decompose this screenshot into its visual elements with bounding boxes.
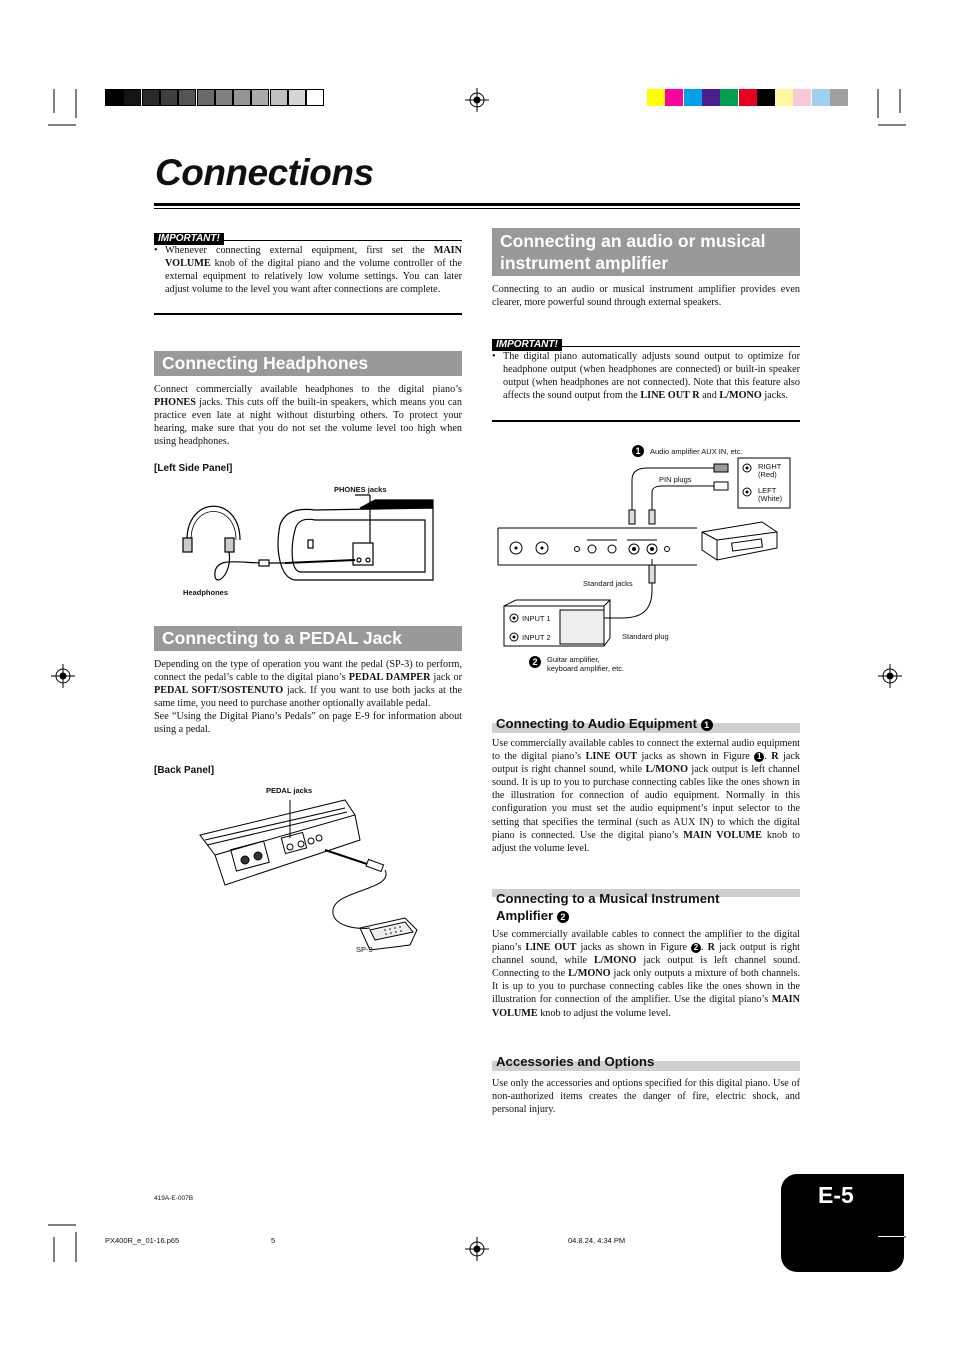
gray-swatch — [233, 89, 251, 106]
color-swatch — [702, 89, 720, 106]
gray-swatch — [105, 89, 123, 106]
footer-date: 04.8.24, 4:34 PM — [568, 1236, 626, 1245]
figure-number-2: 2 — [529, 656, 541, 668]
footer-page: 5 — [271, 1236, 276, 1245]
amplifier-intro: Connecting to an audio or musical instrument amplifier provides even clearer, more powerful sound through external speakers. — [492, 284, 800, 309]
piano-side-body — [278, 508, 433, 580]
phones-jacks-label: PHONES jacks — [334, 485, 387, 494]
gray-swatch — [306, 89, 324, 106]
important-box-2-rule — [492, 420, 800, 422]
registration-mark-left — [51, 664, 75, 688]
gray-swatch — [178, 89, 196, 106]
pedal-illustration — [195, 780, 435, 950]
musical-instrument-text: Use commercially available cables to connect the amplifier to the digital piano’s LINE OUT jacks as shown in Figure 2 . R jack output is right channel sound, while L/MONO jack output is left channel sound. Connecting to the L/MONO jack only outputs a mixture of both channels. It is up to you to purchase connecting cables like the ones shown in the illustration for connection of the amplifier. Use the digital piano’s MAIN VOLUME knob to adjust the volume level. — [492, 929, 801, 1019]
bullet-2: • — [492, 351, 496, 362]
pin-plug-white — [714, 482, 728, 490]
audio-amplifier — [702, 522, 777, 560]
pedal-jacks-label: PEDAL jacks — [266, 786, 313, 795]
important-text-2: The digital piano automatically adjusts sound output to optimize for headphone output (when headphones are connected) or built-in speaker output (when headphones are not connected). Note that this feature also affects the sound output from the LINE OUT R and L/MONO jacks. — [503, 351, 800, 402]
gray-swatch — [142, 89, 160, 106]
cable-2 — [598, 559, 652, 618]
figure-number-1: 1 — [632, 445, 644, 457]
label-input-2: INPUT 2 — [522, 633, 551, 642]
important-box-1-rule — [154, 313, 462, 315]
color-swatch — [830, 89, 848, 106]
headphone-cup-left — [183, 538, 192, 552]
color-swatch — [793, 89, 811, 106]
headphone-cable — [215, 552, 260, 580]
registration-mark-bottom — [465, 1237, 489, 1261]
label-guitar-1: Guitar amplifier, — [547, 655, 600, 664]
gray-swatch — [197, 89, 215, 106]
back-panel-label: [Back Panel] — [154, 765, 215, 776]
important-box-2 — [492, 334, 800, 402]
color-swatch — [684, 89, 702, 106]
registration-mark-top — [465, 88, 489, 112]
headphones-illustration — [175, 480, 445, 605]
label-aux: Audio amplifier AUX IN, etc. — [650, 447, 743, 456]
label-left: LEFT — [758, 486, 777, 495]
phones-jacks-box — [353, 543, 373, 565]
important-tag-2: IMPORTANT! — [492, 339, 562, 351]
heading-audio-equipment: Connecting to Audio Equipment 1 — [492, 715, 800, 733]
color-swatch — [757, 89, 775, 106]
pedal-text: Depending on the type of operation you want the pedal (SP-3) to perform, connect the pedal’s cable to the digital piano’s PEDAL DAMPER jack or PEDAL SOFT/SOSTENUTO jack. If you want to use both jacks at the same time, you need to purchase another optionally available pedal. See “Using the Digital Piano’s Pedals” on page E-9 for information about using a pedal. — [154, 659, 463, 736]
pedal-cable — [333, 870, 386, 928]
important-box-1 — [154, 228, 462, 296]
page-number: E-5 — [818, 1182, 854, 1208]
label-red: (Red) — [758, 470, 777, 479]
heading-accessories: Accessories and Options — [492, 1053, 800, 1071]
gray-swatch — [288, 89, 306, 106]
section-heading-amplifier: Connecting an audio or musical instrument amplifier — [492, 228, 800, 276]
sp3-label: SP-3 — [356, 945, 373, 954]
heading-musical-instrument: Connecting to a Musical Instrument Amplifier 2 — [492, 889, 800, 924]
color-swatch — [812, 89, 830, 106]
gray-swatch — [270, 89, 288, 106]
label-right: RIGHT — [758, 462, 782, 471]
doc-code: 419A-E-007B — [154, 1195, 194, 1202]
headphones-label: Headphones — [183, 588, 229, 597]
phone-plug — [259, 560, 269, 566]
label-white: (White) — [758, 494, 783, 503]
label-standard-jacks: Standard jacks — [583, 579, 633, 588]
pedal-plug — [366, 859, 383, 871]
bullet: • — [154, 245, 158, 256]
important-text: Whenever connecting external equipment, first set the MAIN VOLUME knob of the digital piano and the volume controller of the external equipment to relatively low volume settings. You can later adjust volume to the level you want after connections are complete. — [165, 245, 462, 296]
color-swatch — [739, 89, 757, 106]
label-guitar-2: keyboard amplifier, etc. — [547, 664, 625, 673]
color-swatch — [665, 89, 683, 106]
gray-swatch — [251, 89, 269, 106]
pin-plug-red — [714, 464, 728, 472]
accessories-text: Use only the accessories and options specified for this digital piano. Use of non-authorized items creates the danger of fire, electric shock, and personal injury. — [492, 1078, 800, 1116]
title-rule-thin — [154, 208, 800, 209]
label-pin-plugs: PIN plugs — [659, 475, 692, 484]
headphones-text: Connect commercially available headphones to the digital piano’s PHONES jacks. This cuts off the built-in speakers, which means you can practice even late at night without disturbing others. To protect your hearing, make sure that you do not set the volume level too high when using headphones. — [154, 384, 462, 448]
color-swatch — [647, 89, 665, 106]
color-swatch — [775, 89, 793, 106]
gray-swatch — [215, 89, 233, 106]
figure-ref-1: 1 — [701, 719, 713, 731]
section-heading-headphones: Connecting Headphones — [154, 351, 462, 376]
label-input-1: INPUT 1 — [522, 614, 551, 623]
headphone-cup-right — [225, 538, 234, 552]
title-rule-thick — [154, 203, 800, 206]
page-title: Connections — [155, 152, 374, 193]
gray-swatch — [123, 89, 141, 106]
label-standard-plug: Standard plug — [622, 632, 669, 641]
footer-file: PX400R_e_01-16.p65 — [105, 1236, 180, 1245]
figure-ref-2: 2 — [557, 911, 569, 923]
page-number-tab — [781, 1174, 904, 1272]
audio-equipment-text: Use commercially available cables to connect the external audio equipment to the digital piano’s LINE OUT jacks as shown in Figure 1 . R jack output is right channel sound, while L/MONO jack output is left channel sound. It is up to you to purchase connecting cables like the ones shown in the illustration for connection of audio equipment. Normally in this configuration you must set the audio equipment’s input selector to the setting that specifies the terminal (such as AUX IN) to which the digital piano is connected. Use the digital piano’s MAIN VOLUME knob to adjust the volume level. — [492, 738, 801, 854]
piano-back-body — [200, 800, 355, 855]
color-swatch — [720, 89, 738, 106]
left-side-panel-label: [Left Side Panel] — [154, 463, 233, 474]
pedal-jacks-box — [281, 832, 306, 853]
registration-mark-right — [878, 664, 902, 688]
section-heading-pedal: Connecting to a PEDAL Jack — [154, 626, 462, 651]
gray-swatch — [160, 89, 178, 106]
important-tag: IMPORTANT! — [154, 233, 224, 245]
connection-diagram — [492, 440, 802, 680]
